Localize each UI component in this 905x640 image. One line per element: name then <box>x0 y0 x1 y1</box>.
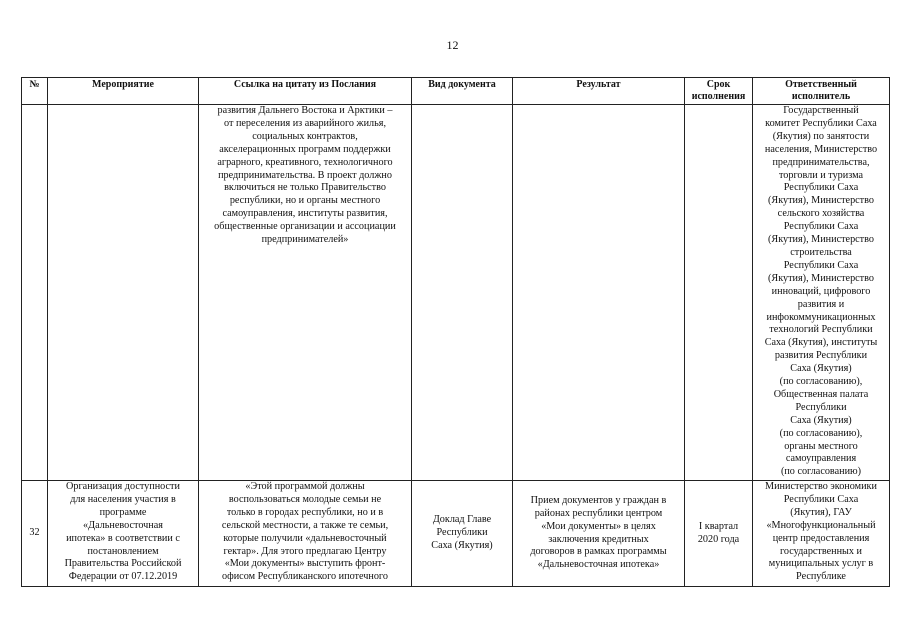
row-num: 32 <box>22 481 48 587</box>
row-event: Организация доступности для населения участия в программе «Дальневосточная ипотека» в соответствии с постановлением Правительства Российской Федерации от 07.12.2019 <box>48 481 199 587</box>
plan-table <box>21 77 890 587</box>
row-result <box>513 105 685 481</box>
row-deadline <box>685 105 753 481</box>
row-doc-type <box>412 105 513 481</box>
header-event: Мероприятие <box>48 78 199 105</box>
header-doc-type: Вид документа <box>412 78 513 105</box>
header-deadline: Срок исполнения <box>685 78 753 105</box>
header-responsible: Ответственный исполнитель <box>753 78 890 105</box>
row-num <box>22 105 48 481</box>
row-quote: «Этой программой должны воспользоваться молодые семьи не только в городах республики, но и в сельской местности, а также те семьи, которые получили «дальневосточный гектар». Для этого предлагаю Центру «Мои документы» выступить фронт- офисом Республиканского ипотечного <box>199 481 412 587</box>
header-quote: Ссылка на цитату из Послания <box>199 78 412 105</box>
header-num: № <box>22 78 48 105</box>
table-row <box>22 105 890 481</box>
row-quote: развития Дальнего Востока и Арктики – от переселения из аварийного жилья, социальных контрактов, акселерационных программ поддержки аграрного, креативного, технологичного предпринимательства. В проект должно включиться не только Правительство республики, но и органы местного самоуправления, институты развития, общественные организации и ассоциации предпринимателей» <box>199 105 412 481</box>
row-responsible: Государственный комитет Республики Саха (Якутия) по занятости населения, Министерство предпринимательства, торговли и туризма Республики Саха (Якутия), Министерство сельского хозяйства Республики Саха (Якутия), Министерство строительства Республики Саха (Якутия), Министерство инноваций, цифрового развития и инфокоммуникационных технологий Республики Саха (Якутия), институты развития Республики Саха (Якутия) (по согласованию), Общественная палата Республики Саха (Якутия) (по согласованию), органы местного самоуправления (по согласованию) <box>753 105 890 481</box>
row-deadline: I квартал 2020 года <box>685 481 753 587</box>
row-event <box>48 105 199 481</box>
row-result: Прием документов у граждан в районах республики центром «Мои документы» в целях заключения кредитных договоров в рамках программы «Дальневосточная ипотека» <box>513 481 685 587</box>
table-row <box>22 481 890 587</box>
row-doc-type: Доклад Главе Республики Саха (Якутия) <box>412 481 513 587</box>
table-header-row <box>22 78 890 105</box>
page-number: 12 <box>446 38 459 52</box>
header-result: Результат <box>513 78 685 105</box>
row-responsible: Министерство экономики Республики Саха (Якутия), ГАУ «Многофункциональный центр предоставления государственных и муниципальных услуг в Республике <box>753 481 890 587</box>
